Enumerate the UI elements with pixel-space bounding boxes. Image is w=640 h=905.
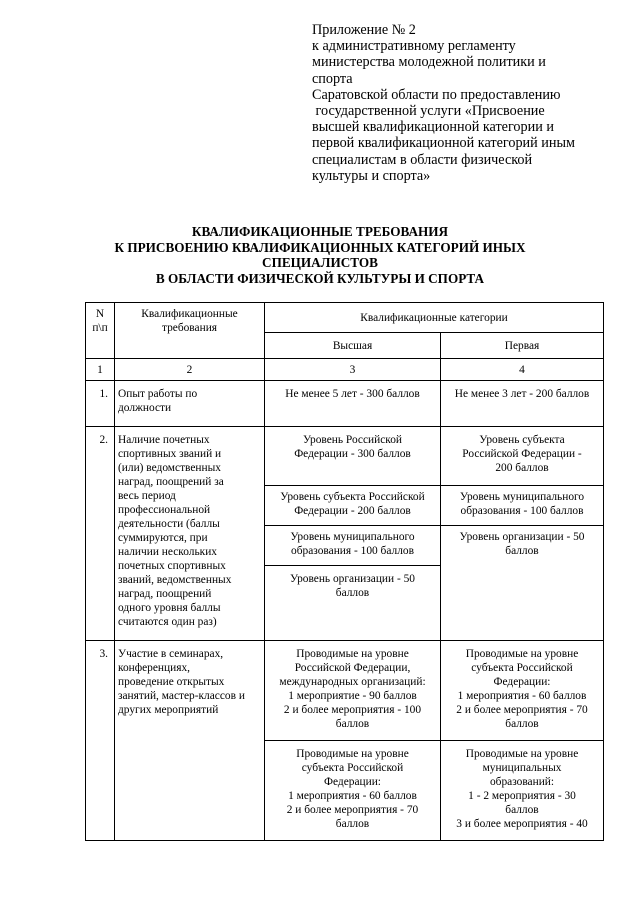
- requirement-line: профессиональной: [118, 504, 211, 516]
- table-row: [86, 427, 604, 486]
- value-line: Российской Федерации,: [294, 662, 411, 674]
- appendix-line: первой квалификационной категорий иным: [312, 135, 575, 152]
- value-line: баллов: [505, 545, 539, 557]
- value-line: 2 и более мероприятия - 100: [283, 704, 422, 716]
- appendix-line: Саратовской области по предоставлению: [312, 86, 561, 103]
- value-line: 2 и более мероприятия - 70: [286, 804, 419, 816]
- requirement-line: Опыт работы по: [118, 388, 198, 400]
- value-line: Уровень субъекта Российской: [280, 491, 425, 503]
- column-number: 3: [265, 359, 441, 381]
- requirement-line: должности: [118, 402, 172, 414]
- requirement-cell: [115, 641, 265, 841]
- header-num-cell: [86, 303, 115, 359]
- value-line: Уровень муниципального: [459, 491, 585, 503]
- header-categories-cell: Квалификационные категории: [265, 303, 604, 333]
- requirement-line: суммируются, при: [118, 532, 208, 544]
- value-line: 200 баллов: [495, 462, 549, 474]
- row-number: 3.: [86, 641, 115, 841]
- highest-value-cell: [265, 526, 441, 566]
- value-line: 3 и более мероприятия - 40: [456, 818, 588, 830]
- highest-value-cell: [265, 641, 441, 741]
- value-line: образования - 100 баллов: [460, 505, 584, 517]
- requirement-line: занятий, мастер-классов и: [118, 690, 245, 702]
- column-number: 2: [115, 359, 265, 381]
- value-line: 1 - 2 мероприятия - 30: [468, 790, 576, 802]
- header-req-cell: [115, 303, 265, 359]
- requirement-line: званий, ведомственных: [118, 574, 232, 586]
- first-value-cell: [441, 526, 604, 641]
- value-line: муниципальных: [482, 762, 562, 774]
- value-line: субъекта Российской: [301, 762, 404, 774]
- table-row: [86, 641, 604, 741]
- title-line: СПЕЦИАЛИСТОВ: [262, 255, 378, 271]
- value-line: Федерации - 300 баллов: [294, 448, 411, 460]
- value-line: баллов: [335, 818, 370, 830]
- header-first-cell: Первая: [441, 333, 604, 359]
- value-line: Федерации:: [493, 676, 551, 688]
- requirement-cell: [115, 381, 265, 427]
- value-line: международных организаций:: [279, 676, 426, 688]
- header-req-line: Квалификационные: [141, 308, 238, 320]
- requirement-line: наличии нескольких: [118, 546, 217, 558]
- requirement-line: наград, поощрений: [118, 588, 212, 600]
- value-line: Федерации - 200 баллов: [294, 505, 411, 517]
- value-line: Федерации:: [324, 776, 381, 788]
- header-req-line: требования: [161, 322, 218, 334]
- value-line: субъекта Российской: [471, 662, 573, 674]
- appendix-line: специалистам в области физической: [312, 151, 533, 168]
- value-line: Российской Федерации -: [462, 448, 582, 460]
- requirement-line: других мероприятий: [118, 704, 219, 716]
- value-line: баллов: [335, 718, 370, 730]
- row-number: 1.: [86, 381, 115, 427]
- value-line: 1 мероприятие - 90 баллов: [288, 690, 417, 702]
- first-value-cell: [441, 427, 604, 486]
- appendix-line: культуры и спорта»: [312, 167, 431, 184]
- appendix-line: министерства молодежной политики и: [312, 54, 546, 71]
- first-value-cell: [441, 486, 604, 526]
- requirement-line: проведение открытых: [118, 676, 225, 688]
- title-line: КВАЛИФИКАЦИОННЫЕ ТРЕБОВАНИЯ: [191, 224, 449, 239]
- title-line: В ОБЛАСТИ ФИЗИЧЕСКОЙ КУЛЬТУРЫ И СПОРТА: [155, 270, 485, 286]
- column-numbers-row: [86, 359, 604, 381]
- table-row: [86, 381, 604, 427]
- appendix-header: [312, 22, 612, 184]
- value-line: баллов: [505, 718, 539, 730]
- value-line: Уровень Российской: [302, 434, 403, 446]
- appendix-line: спорта: [312, 70, 353, 87]
- requirement-line: деятельности (баллы: [118, 518, 220, 530]
- value-line: баллов: [335, 587, 370, 599]
- header-row: [86, 303, 604, 333]
- column-number: 4: [441, 359, 604, 381]
- appendix-line: к административному регламенту: [312, 38, 516, 55]
- value-line: 1 мероприятия - 60 баллов: [288, 790, 417, 802]
- requirements-table: [85, 302, 604, 841]
- value-line: Уровень организации - 50: [290, 573, 415, 585]
- value-line: 1 мероприятия - 60 баллов: [457, 690, 587, 702]
- requirement-line: наград, поощрений за: [118, 476, 224, 488]
- value-line: Проводимые на уровне: [296, 748, 409, 760]
- first-value-cell: [441, 741, 604, 841]
- value-line: 2 и более мероприятия - 70: [456, 704, 588, 716]
- appendix-line: Приложение № 2: [312, 22, 416, 38]
- requirement-line: конференциях,: [118, 662, 191, 674]
- requirement-line: почетных спортивных: [118, 560, 226, 572]
- requirement-line: спортивных званий и: [118, 448, 222, 460]
- value-line: Проводимые на уровне: [296, 648, 409, 660]
- value-line: Уровень субъекта: [479, 434, 565, 446]
- requirement-line: Наличие почетных: [118, 434, 210, 446]
- title-line: К ПРИСВОЕНИЮ КВАЛИФИКАЦИОННЫХ КАТЕГОРИЙ ИНЫХ: [114, 239, 526, 255]
- requirement-cell: [115, 427, 265, 641]
- requirement-line: весь период: [118, 490, 176, 502]
- first-value-cell: Не менее 3 лет - 200 баллов: [441, 381, 604, 427]
- value-line: баллов: [505, 804, 539, 816]
- highest-value-cell: [265, 486, 441, 526]
- value-line: Проводимые на уровне: [465, 748, 579, 760]
- appendix-line: высшей квалификационной категории и: [312, 119, 554, 136]
- value-line: Проводимые на уровне: [465, 648, 579, 660]
- requirement-line: Участие в семинарах,: [118, 648, 224, 660]
- value-line: образований:: [489, 776, 555, 788]
- highest-value-cell: [265, 427, 441, 486]
- appendix-line: государственной услуги «Присвоение: [312, 103, 545, 120]
- value-line: образования - 100 баллов: [291, 545, 414, 557]
- value-line: Уровень организации - 50: [459, 531, 585, 543]
- document-title: [60, 224, 580, 286]
- column-number: 1: [86, 359, 115, 381]
- first-value-cell: [441, 641, 604, 741]
- value-line: Уровень муниципального: [290, 531, 415, 543]
- row-number: 2.: [86, 427, 115, 641]
- header-highest-cell: Высшая: [265, 333, 441, 359]
- header-num-line: п\п: [92, 322, 108, 334]
- highest-value-cell: Не менее 5 лет - 300 баллов: [265, 381, 441, 427]
- requirement-line: (или) ведомственных: [118, 462, 221, 474]
- highest-value-cell: [265, 566, 441, 641]
- highest-value-cell: [265, 741, 441, 841]
- requirement-line: одного уровня баллы: [118, 602, 221, 614]
- requirement-line: считаются один раз): [118, 616, 217, 628]
- header-num-line: N: [95, 308, 105, 320]
